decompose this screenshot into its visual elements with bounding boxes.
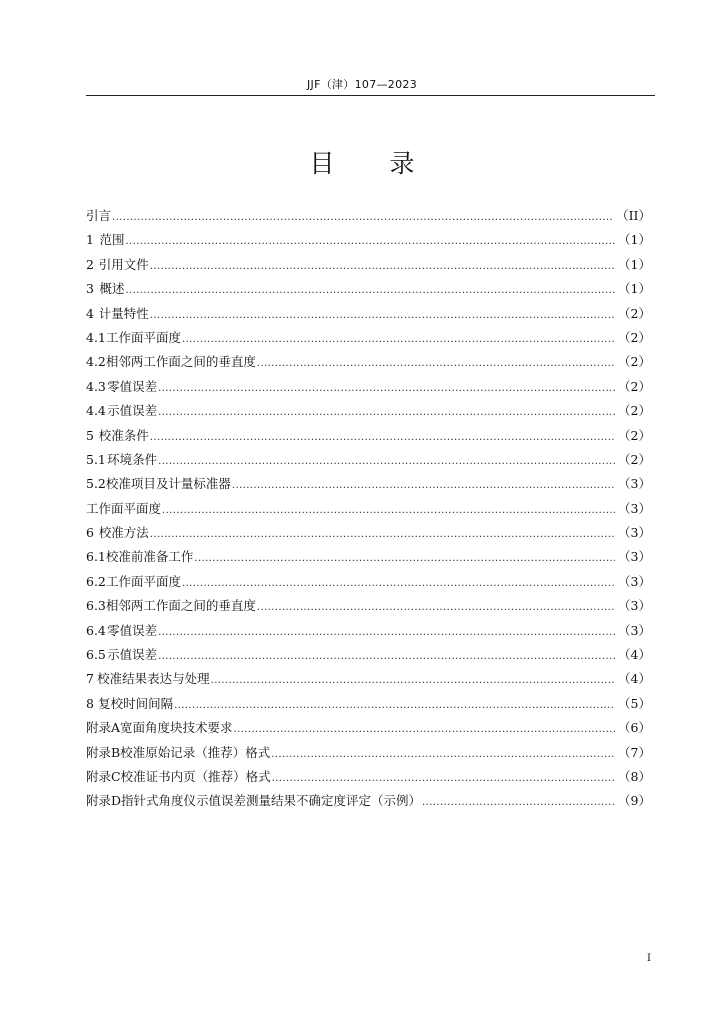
- header-divider: [86, 95, 655, 96]
- toc-dot-leader: [234, 718, 616, 742]
- toc-entry[interactable]: [86, 716, 651, 740]
- toc-entry-label: 工作面平面度: [105, 573, 181, 589]
- toc-entry-page: （1）: [618, 281, 651, 297]
- toc-dot-leader: [257, 352, 615, 376]
- toc-entry-page: （7）: [618, 744, 651, 760]
- toc-entry-label: 引言: [86, 208, 112, 223]
- toc-entry-number: 8: [86, 695, 94, 711]
- toc-dot-leader: [162, 499, 615, 523]
- toc-entry-page: （2）: [618, 427, 651, 443]
- toc-entry-number: 5.1: [86, 451, 106, 467]
- toc-entry-page: （2）: [618, 329, 651, 345]
- toc-entry-page: （1）: [618, 256, 651, 272]
- toc-entry-page: （2）: [618, 378, 651, 394]
- toc-entry-number: 1: [86, 232, 94, 248]
- toc-entry-page: （4）: [618, 671, 651, 687]
- toc-entry-label: 示值误差: [107, 403, 158, 419]
- toc-entry[interactable]: [86, 326, 651, 350]
- toc-dot-leader: [112, 206, 613, 230]
- toc-entry[interactable]: [86, 302, 651, 326]
- toc-entry-label: 校准条件: [98, 427, 149, 443]
- page-number: I: [647, 953, 651, 964]
- toc-entry-number: 3: [86, 281, 94, 297]
- toc-entry[interactable]: [86, 789, 651, 813]
- toc-dot-leader: [150, 304, 615, 328]
- toc-entry[interactable]: [86, 667, 651, 691]
- toc-entry-label: 工作面平面度: [105, 329, 181, 345]
- toc-dot-leader: [158, 377, 615, 401]
- toc-entry-label: 校准结果表达与处理: [97, 671, 210, 687]
- toc-dot-leader: [194, 547, 615, 571]
- toc-entry-number: 附录D: [86, 793, 122, 809]
- toc-entry[interactable]: [86, 570, 651, 594]
- toc-entry[interactable]: [86, 741, 651, 765]
- toc-entry[interactable]: [86, 253, 651, 277]
- toc-dot-leader: [158, 645, 615, 669]
- toc-entry[interactable]: [86, 643, 651, 667]
- toc-entry-page: （9）: [618, 793, 651, 809]
- toc-entry-label: 示值误差: [107, 647, 158, 663]
- toc-entry-label: 范围: [99, 232, 125, 248]
- toc-entry-page: （4）: [618, 647, 651, 663]
- toc-entry-number: 6: [86, 525, 94, 541]
- toc-entry-number: 附录C: [86, 768, 121, 784]
- toc-entry-label: 复校时间间隔: [98, 695, 174, 711]
- toc-entry[interactable]: [86, 448, 651, 472]
- toc-dot-leader: [150, 426, 615, 450]
- toc-entry-page: （3）: [618, 598, 651, 614]
- toc-entry-label: 概述: [99, 281, 125, 297]
- toc-entry-label: 校准原始记录（推荐）格式: [120, 744, 271, 760]
- toc-dot-leader: [182, 328, 615, 352]
- toc-entry-label: 校准证书内页（推荐）格式: [120, 768, 271, 784]
- toc-dot-leader: [271, 743, 615, 767]
- toc-entry-number: 6.3: [86, 598, 106, 614]
- toc-entry-number: 4.2: [86, 354, 106, 370]
- toc-entry[interactable]: [86, 228, 651, 252]
- toc-entry-page: （1）: [618, 232, 651, 248]
- toc-entry-label: 引用文件: [98, 256, 149, 272]
- toc-entry-number: 6.1: [86, 549, 106, 565]
- toc-dot-leader: [150, 255, 615, 279]
- toc-entry-page: （8）: [618, 768, 651, 784]
- toc-entry-label: 相邻两工作面之间的垂直度: [105, 598, 256, 614]
- toc-entry[interactable]: [86, 521, 651, 545]
- toc-entry[interactable]: [86, 424, 651, 448]
- toc-entry[interactable]: [86, 765, 651, 789]
- toc-dot-leader: [125, 230, 615, 254]
- toc-dot-leader: [211, 669, 615, 693]
- toc-entry-page: （6）: [618, 720, 651, 736]
- toc-entry[interactable]: [86, 692, 651, 716]
- toc-entry[interactable]: [86, 594, 651, 618]
- toc-entry-number: 4.4: [86, 403, 106, 419]
- toc-dot-leader: [158, 401, 615, 425]
- toc-entry-number: 6.4: [86, 622, 106, 638]
- toc-entry[interactable]: [86, 497, 651, 521]
- toc-entry-number: 6.5: [86, 647, 106, 663]
- toc-dot-leader: [174, 694, 615, 718]
- toc-entry-number: 5: [86, 427, 94, 443]
- toc-entry-page: （3）: [618, 549, 651, 565]
- toc-entry-label: 宽面角度块技术要求: [120, 720, 233, 736]
- toc-entry-page: （3）: [618, 573, 651, 589]
- toc-entry-label: 校准方法: [98, 525, 149, 541]
- toc-dot-leader: [182, 572, 615, 596]
- toc-entry-label: 零值误差: [107, 622, 158, 638]
- toc-entry-number: 4: [86, 305, 94, 321]
- toc-entry-page: （5）: [618, 695, 651, 711]
- toc-dot-leader: [257, 596, 615, 620]
- toc-entry-label: 指针式角度仪示值误差测量结果不确定度评定（示例）: [121, 793, 422, 809]
- toc-entry-label: 校准前准备工作: [105, 549, 194, 565]
- toc-entry-page: （3）: [618, 500, 651, 516]
- toc-entry-label: 工作面平面度: [86, 500, 162, 516]
- toc-entry-label: 相邻两工作面之间的垂直度: [105, 354, 256, 370]
- toc-entry-label: 校准项目及计量标准器: [105, 476, 231, 492]
- toc-entry[interactable]: [86, 375, 651, 399]
- toc-dot-leader: [422, 791, 615, 815]
- toc-entry-page: （2）: [618, 451, 651, 467]
- toc-dot-leader: [125, 279, 615, 303]
- toc-entry-page: （2）: [618, 354, 651, 370]
- toc-entry[interactable]: [86, 204, 651, 228]
- table-of-contents: [86, 204, 651, 814]
- toc-entry-page: （II）: [616, 208, 651, 223]
- toc-entry[interactable]: [86, 545, 651, 569]
- toc-entry[interactable]: [86, 619, 651, 643]
- toc-entry-page: （3）: [618, 622, 651, 638]
- toc-entry-number: 5.2: [86, 476, 106, 492]
- toc-entry-number: 2: [86, 256, 94, 272]
- toc-entry-number: 7: [86, 671, 94, 687]
- toc-entry-label: 零值误差: [107, 378, 158, 394]
- toc-entry[interactable]: [86, 350, 651, 374]
- document-code-header: JJF（津）107—2023: [306, 78, 417, 91]
- toc-entry-page: （2）: [618, 305, 651, 321]
- toc-dot-leader: [158, 450, 615, 474]
- toc-dot-leader: [158, 621, 615, 645]
- toc-entry-page: （3）: [618, 525, 651, 541]
- toc-dot-leader: [150, 523, 615, 547]
- toc-entry-label: 计量特性: [98, 305, 149, 321]
- page-title: 目录: [309, 149, 470, 178]
- toc-entry-page: （3）: [618, 476, 651, 492]
- toc-dot-leader: [272, 767, 615, 791]
- toc-entry[interactable]: [86, 277, 651, 301]
- toc-dot-leader: [232, 474, 615, 498]
- toc-entry-page: （2）: [618, 403, 651, 419]
- toc-entry-number: 附录B: [86, 744, 121, 760]
- toc-entry-label: 环境条件: [107, 451, 158, 467]
- toc-entry-number: 6.2: [86, 573, 106, 589]
- toc-entry[interactable]: [86, 472, 651, 496]
- toc-entry-number: 附录A: [86, 720, 121, 736]
- toc-entry-number: 4.3: [86, 378, 106, 394]
- toc-entry-number: 4.1: [86, 329, 106, 345]
- toc-entry[interactable]: [86, 399, 651, 423]
